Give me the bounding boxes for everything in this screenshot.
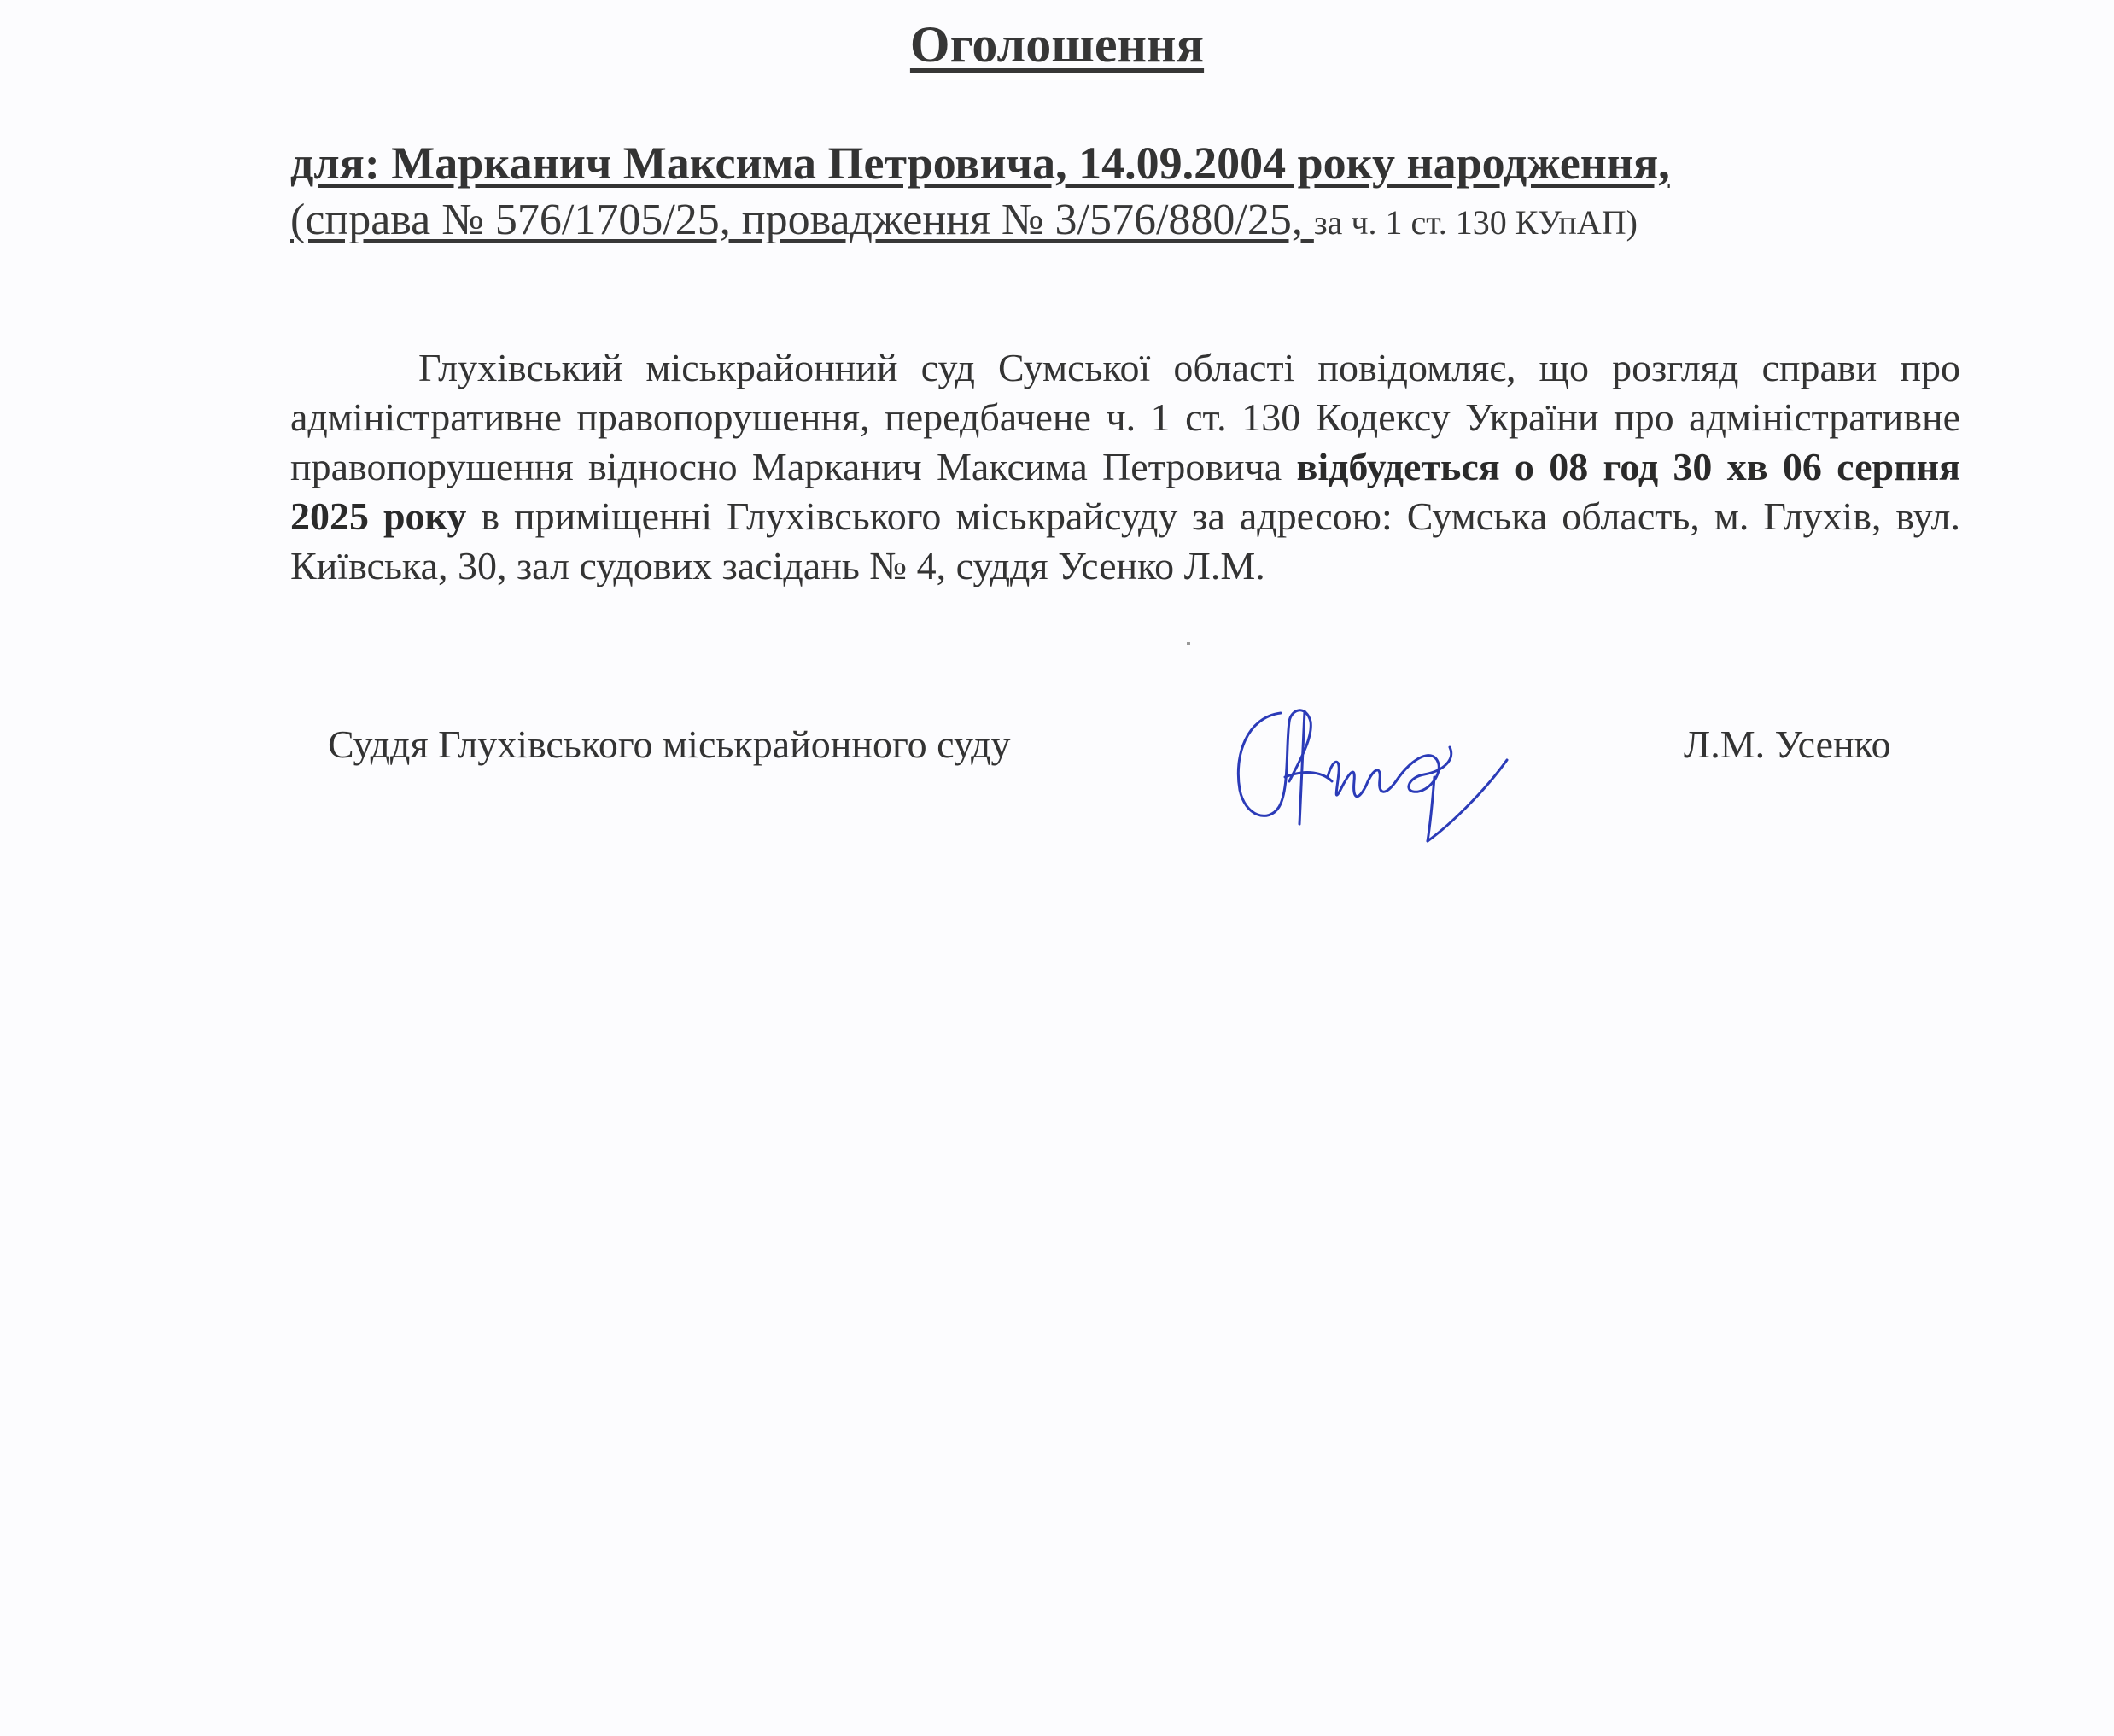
- scan-speck: [1187, 642, 1190, 645]
- case-reference: [290, 195, 1638, 245]
- announcement-body: [290, 343, 1960, 591]
- hearing-date-time: відбудеться о 08 год 30 хв 06 серпня 2025 року: [290, 445, 1960, 538]
- body-text-part1: Глухівський міськрайонний суд Сумської області повідомляє, що розгляд справи про адміністративне правопорушення, передбачене ч. 1 ст. 130 Кодексу України про адміністративне правопорушення відносно Марканич Максима Петровича: [290, 346, 1960, 488]
- recipient-line: для: Марканич Максима Петровича, 14.09.2004 року народження,: [290, 137, 1670, 189]
- handwritten-signature: [1229, 696, 1554, 850]
- body-text-part2: в приміщенні Глухівського міськрайсуду за адресою: Сумська область, м. Глухів, вул. Київська, 30, зал судових засідань № 4, суддя Усенко Л.М.: [290, 494, 1960, 587]
- case-reference-numbers: (справа № 576/1705/25, провадження № 3/576/880/25,: [290, 196, 1314, 244]
- signer-role: Суддя Глухівського міськрайонного суду: [328, 722, 1011, 766]
- document-title: Оголошення: [909, 16, 1205, 73]
- signer-name: Л.М. Усенко: [1684, 722, 1891, 766]
- case-reference-article: за ч. 1 ст. 130 КУпАП): [1313, 203, 1638, 242]
